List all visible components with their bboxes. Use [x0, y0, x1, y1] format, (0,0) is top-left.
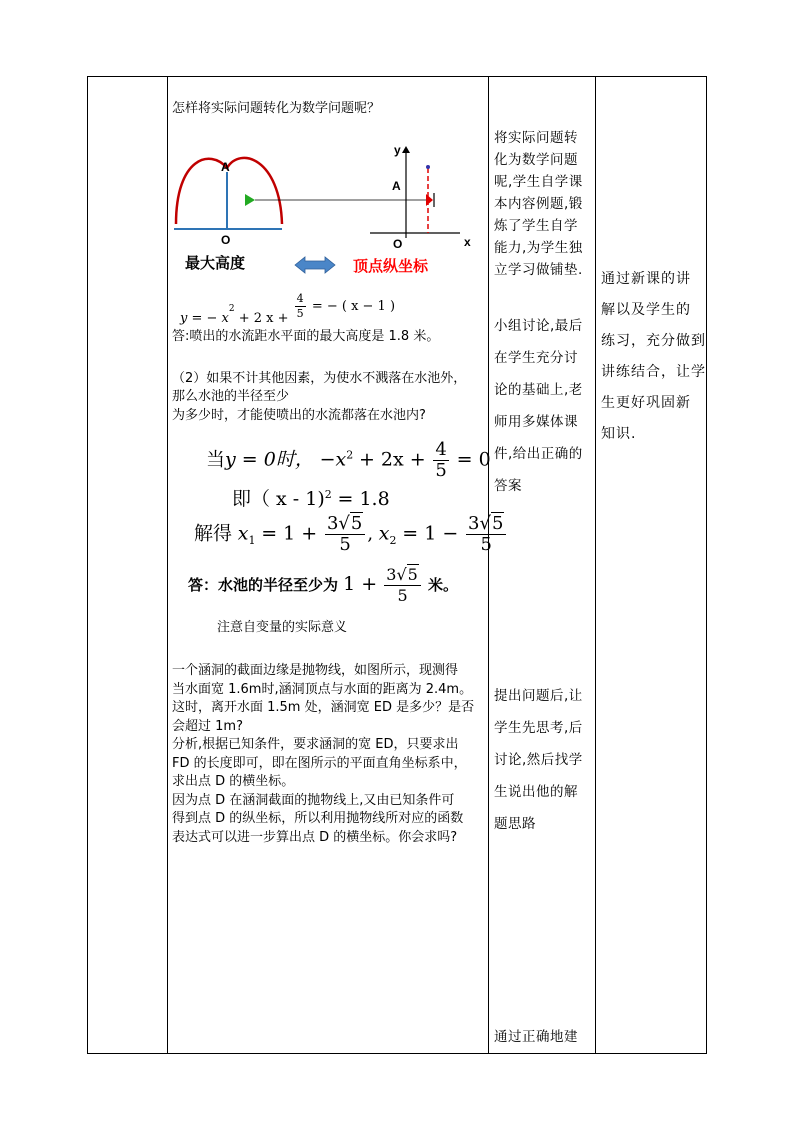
answer-radius: 答：水池的半径至少为 1 + $\frac{3√5}{5}$ 米。: [188, 565, 458, 605]
culvert-line: 这时，离开水面 1.5m 处，涵洞宽 ED 是多少？是否: [172, 700, 475, 715]
culvert-line: 会超过 1m?: [172, 718, 243, 734]
note-variable-meaning: 注意自变量的实际意义: [217, 620, 348, 635]
vertex-marker: [426, 194, 433, 206]
y-axis-arrow: [402, 146, 410, 153]
culvert-line: 因为点 D 在涵洞截面的抛物线上,又由已知条件可: [172, 792, 455, 808]
student-activity-4: 通过正确地建: [494, 1029, 578, 1045]
culvert-line: 得到点 D 的纵坐标，所以利用抛物线所对应的函数: [172, 811, 464, 826]
answer-max-height: 答:喷出的水流距水平面的最大高度是 1.8 米。: [172, 329, 440, 344]
solution-line-3: 解得 $x_1 = 1$ + $\frac{3√5}{5}$ , $x_2 = 1$ − $\frac{3√5}{5}$: [194, 514, 508, 555]
culvert-problem: [172, 662, 486, 847]
question-text: 怎样将实际问题转化为数学问题呢？: [172, 101, 381, 116]
design-intent: 通过新课的讲 解以及学生的 练习，充分做到 讲练结合，让学 生更好巩固新 知识.: [601, 271, 706, 442]
column-divider-3: [595, 77, 596, 1053]
student-activity-3: 提出问题后,让 学生先思考,后 讨论,然后找学 生说出他的解 题思路: [494, 688, 583, 832]
culvert-line: FD 的长度即可，即在图所示的平面直角坐标系中，: [172, 755, 467, 771]
vertex-equation: y = − $x^2 + 2$ x + $\frac{4}{5}$ = − ( x − 1 ): [180, 292, 396, 326]
fig-label-a: A: [221, 160, 230, 174]
column-divider-2: [488, 77, 489, 1053]
fig-label-o2: O: [393, 237, 403, 251]
marker-triangle: [245, 194, 255, 206]
solution-line-2: 即（ x - 1)$^2$ = 1.8: [232, 488, 390, 510]
culvert-line: 一个涵洞的截面边缘是抛物线，如图所示，现测得: [172, 663, 459, 678]
parabola-figure: [170, 138, 470, 278]
culvert-line: 分析,根据已知条件，要求涵洞的宽 ED，只要求出: [172, 737, 459, 752]
fig-label-x: x: [464, 235, 471, 249]
student-activity-2: 小组讨论,最后 在学生充分讨 论的基础上,老 师用多媒体课 件,给出正确的 答案: [494, 318, 583, 494]
caption-max-height: 最大高度: [185, 254, 246, 272]
vertex-dot: [426, 165, 430, 169]
caption-vertex-y: 顶点纵坐标: [353, 257, 429, 275]
question-2-line-1: （2）如果不计其他因素，为使水不溅落在水池外，: [172, 371, 467, 386]
culvert-line: 当水面宽 1.6m时,涵洞顶点与水面的距离为 2.4m。: [172, 681, 473, 697]
fig-label-a2: A: [392, 179, 401, 193]
solution-line-1: 当y = 0时， $-x^2 + 2x$ + $\frac{4}{5}$ = 0: [206, 439, 491, 481]
fig-label-y: y: [394, 143, 401, 157]
question-2-line-2: 那么水池的半径至少: [172, 389, 290, 404]
student-activity-1: 将实际问题转 化为数学问题 呢,学生自学课 本内容例题,锻 炼了学生自学 能力,为学生独 立学习做铺垫.: [494, 130, 583, 278]
fig-label-o: O: [221, 233, 231, 247]
culvert-line: 求出点 D 的横坐标。: [172, 774, 295, 789]
double-arrow-icon: [295, 257, 335, 273]
question-2-line-3: 为多少时，才能使喷出的水流都落在水池内?: [172, 408, 426, 423]
column-divider-1: [167, 77, 168, 1053]
culvert-line: 表达式可以进一步算出点 D 的横坐标。你会求吗?: [172, 829, 458, 845]
